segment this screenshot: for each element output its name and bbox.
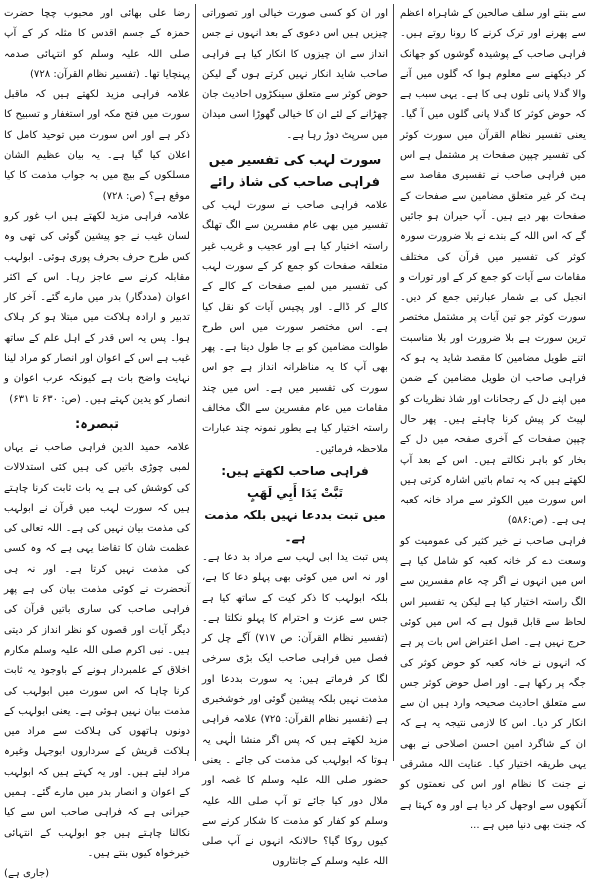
paragraph: رضا علی بھائی اور محبوب چچا حضرت حمزہ کے جسم اقدس کا مثلہ کر کے آپ صلی اللہ علیہ وسلم کو انتہائی صدمہ پہنچایا تھا۔ (تفسیر نظام القرآن: ۷۲۸) — [4, 8, 190, 80]
section-heading: سورت لہب کی تفسیر میں فراہی صاحب کی شاذ رائے — [208, 153, 382, 191]
paragraph: فراہی صاحب نے خیر کثیر کی عمومیت کو وسعت دے کر خانہ کعبہ کو شامل کیا ہے اس میں انہوں نے اگر چہ عام مفسرین سے الگ راستہ اختیار کیا ہے لیکن یہ تفسیر اس لحاظ سے قابل قبول ہے کہ اس میں کوئی حرج نہیں ہے۔ اصل اعتراض اس بات پر ہے کہ انہوں نے خانہ کعبہ کو حوض کوثر کی جگہ پر رکھا ہے۔ اور اصل حوض کوثر جس سے متعلق احادیث صحیحہ وارد ہیں ان سے انکار کر دیا۔ اس کا لازمی نتیجہ یہ ہے کہ ان کے شاگرد امین احسن اصلاحی نے بھی یہی طریقہ اختیار کیا۔ عنایت اللہ مشرقی نے جنت کا نظام اور اس کی نعمتوں کو آنکھوں سے اوجھل کر دیا ہے اور وہ کہتا ہے کہ جنت بھی دنیا میں ہے ... — [400, 535, 586, 831]
paragraph: علامہ حمید الدین فراہی صاحب نے یہاں لمبی چوڑی باتیں کی ہیں کئی استدلالات کی کوشش کی ہے یہ بات ثابت کرنا چاہتے ہیں کہ سورت لہب میں قرآن نے ابولہب کی مذمت بیان نہیں کی ہے۔ اللہ تعالی کی عظمت شان کا تقاضا یہی ہے کہ وہ کسی کی مذمت نہیں کرتا ہے۔ اور نہ ہی آنحضرت نے کوئی مذمت بیان کی ہے پھر فراہی صاحب کی ساری باتیں قرآن کی دیگر آیات اور قصوں کو نظر انداز کر دیتی ہیں۔ نبی اکرم صلی اللہ علیہ وسلم مکارم اخلاق کے علمبردار ہونے کے باوجود یہ ثابت کرنا چاہا کہ اس سورت میں ابولہب کی مذمت بیان نہیں ہوئی ہے۔ یعنی ابولہب کے دونوں ہاتھوں کی ہلاکت سے مراد میں ہلاکت قریش کے سرداروں ابوجہل وغیرہ مراد لیتے ہیں۔ اور یہ کہتے ہیں کہ ابولہب کے اعوان و انصار بدر میں مارے گئے۔ ہمیں حیرانی ہے کہ فراہی صاحب اس سے کیا نکالنا چاہتے ہیں جو ابولہب کے انتہائی خیرخواہ کیوں بنتے ہیں۔ — [4, 441, 190, 859]
verse-note: میں تبت بددعا نہیں بلکہ مذمت ہے۔ — [204, 507, 386, 544]
paragraph: علامہ فراہی مزید لکھتے ہیں اب غور کرو لسان غیب نے جو پیشین گوئی کی تھی وہ کس طرح حرف بحرف پوری ہوئی۔ ابولہب مقابلہ کرنے سے عاجز رہا۔ اس کے اکثر اعوان (مددگار) بدر میں مارے گئے۔ آخر کار تدبیر و ارادہ ہلاکت میں مبتلا ہو کر ہلاک ہوا۔ پس یہ اس قدر کے اہل علم کے ساتھ غیب ہے اس کے اعوان اور انصار کو مراد لینا نہایت واضح بات ہے کیونکہ عرب اعوان و انصار کو یدین کہتے ہیں۔ (ص: ۶۳۰ تا ۶۳۱) — [4, 210, 190, 405]
paragraph: پس تبت یدا ابی لہب سے مراد بد دعا ہے۔ اور نہ اس میں کوئی بھی پہلو دعا کا ہے، بلکہ ابولہب کا ذکر کیت کے ساتھ کیا ہے جس سے عزت و احترام کا پہلو نکلتا ہے۔ (تفسیر نظام القرآن: ص ۷۱۷) آگے چل کر فصل میں فراہی صاحب ایک بڑی سرخی لگا کر فرماتے ہیں: یہ سورت بددعا اور مذمت نہیں بلکہ پیشین گوئی اور خوشخبری ہے (تفسیر نظام القرآن: ۷۲۵) علامہ فراہی مزید لکھتے ہیں کہ پس اگر منشا الٰہی یہ ہوتا کہ ابولہب کی مذمت کی جائے ۔ یعنی حضور صلی اللہ علیہ وسلم کا غصہ اور ملال دور کیا جائے تو آپ صلی اللہ علیہ وسلم کو کفار کو مذمت کا شکار کرنے سے کیوں روکا گیا؟ حالانکہ انہوں نے آپ صلی اللہ علیہ وسلم کے جانثاروں — [202, 551, 388, 868]
column-middle — [202, 4, 388, 868]
paragraph: علامہ فراہی مزید لکھتے ہیں کہ ماقبل سورت میں فتح مکہ اور استغفار و تسبیح کا ذکر ہے اور اس سورت میں توحید کامل کا اعلان کیا گیا ہے۔ یہ بیان عظیم الشان مسلکوں کے بیچ میں بہ جواب مذمت کا کیا موقع ہے؟ (ص: ۷۲۸) — [4, 89, 190, 202]
quote-intro: فراہی صاحب لکھتے ہیں: — [221, 463, 369, 478]
paragraph: اور ان کو کسی صورت خیالی اور تصوراتی چیزیں ہیں اس دعوی کے بعد انہوں نے جس انداز سے ان چیزوں کا انکار کیا ہے فراہی صاحب شاید انکار نہیں کرتے ہوں گے لیکن حوض کوثر سے متعلق سینکڑوں احادیث جان چھڑانے کے لئے ان کا خیالی گھوڑا اسی میدان میں سرپٹ دوڑ رہا ہے۔ — [202, 8, 388, 141]
quranic-verse: تَبَّتْ يَدَا أَبِي لَهَبٍ — [246, 485, 344, 500]
paragraph: سے بنتے اور سلف صالحین کے شاہراہ اعظم سے پھرنے اور ترک کرنے کا رونا روتے ہیں۔ فراہی صاحب کے پوشیدہ گوشوں کو جھانک کر دیکھنے سے معلوم ہوا کہ گلوں میں آنے والا گدلا پانی تلوں ہی کا ہے۔ یہی سبب ہے کہ حوض کوثر کا گدلا پانی گلوں میں آ گیا۔ یعنی تفسیر نظام القرآن میں سورت کوثر کی تفسیر چپپن صفحات پر مشتمل ہے اس میں فراہی صاحب نے تفسیری مقاصد سے ہٹ کر غیر متعلق مضامین سے صفحات کے صفحات بھر دیے ہیں۔ آپ حیران ہو جائیں گے کہ اس اللہ کے بندے نے بلا ضرورت سورہ کوثر کی تفسیر میں قرآن کی مختلف مقامات سے آیات کو جمع کر کے اور تورات و انجیل کی بے شمار عبارتیں جمع کر دیں۔ سورت کوثر جو تین آیات پر مشتمل مختصر ترین سورت ہے بلا ضرورت اور بلا مناسبت اتنے طویل مضامین کا مقصد شاید یہ ہو کہ فراہی صاحب ان طویل مضامین کے ضمن میں اپنے دل کے رجحانات اور شاذ نظریات کو لپیٹ کر پیش کرنا چاہتے ہیں۔ پھر حال چپپن صفحات کے آخری صفحہ میں دل کے بخار کو باہر نکالتے ہیں۔ اس کے بعد آپ لکھتے ہیں کہ یہ تمام باتیں اشارہ کرتی ہیں اس سورت میں الکوثر سے مراد خانہ کعبہ ہی ہے۔ (ص:۵۸۶) — [400, 8, 586, 527]
commentary-heading: تبصرہ: — [75, 416, 119, 432]
continued-note: (جاری ہے) — [4, 868, 50, 880]
paragraph: علامہ فراہی صاحب نے سورت لہب کی تفسیر میں بھی عام مفسرین سے الگ تھلگ راستہ اختیار کیا ہے اور عجیب و غریب غیر متعلقہ صفحات کو جمع کر کے سورت لہب کی تفسیر میں لمبے صفحات کے کالے کے کالے کر ڈالے۔ اور پچیس آیات کو نقل کیا ہے۔ اس مختصر سورت میں اس طرح طوالت مضامین کو بے جا طول دینا ہے۔ پھر بھی آپ کا یہ مناظرانہ انداز ہے جو اس سورت کی تفسیر میں ہے۔ اس میں چند مقامات میں عام مفسرین سے الگ مخالف راستہ اختیار کیا ہے بطور نمونہ چند عبارات ملاحظہ فرمائیں۔ — [202, 200, 388, 455]
column-right — [400, 4, 586, 831]
column-divider-right — [393, 4, 394, 761]
column-left — [4, 4, 190, 880]
column-divider-left — [195, 4, 196, 761]
